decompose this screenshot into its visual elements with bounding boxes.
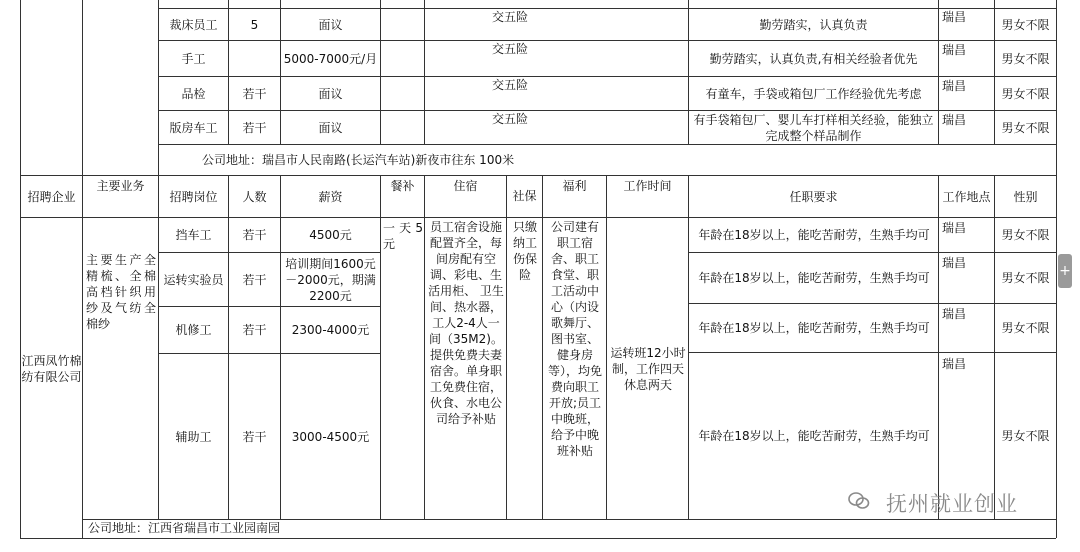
plus-icon: + [1059, 263, 1071, 279]
social-insurance: 只缴纳工伤保险 [512, 220, 537, 282]
top-row-3-location: 瑞昌 [942, 79, 967, 93]
header-social-insurance: 社保 [512, 189, 537, 203]
company-address: 公司地址：江西省瑞昌市工业园南园 [88, 521, 281, 535]
top-company-address: 公司地址：瑞昌市人民南路(长运汽车站)新夜市往东 100米 [202, 153, 515, 167]
job-3-gender: 男女不限 [1001, 321, 1050, 335]
top-row-4-count: 若干 [242, 120, 267, 135]
top-row-3-insurance: 交五险 [491, 78, 528, 92]
top-row-3-position: 品检 [181, 86, 206, 101]
job-3-count: 若干 [242, 323, 267, 337]
top-row-4-requirement: 有手袋箱包厂、婴儿车打样相关经验，能独立完成整个样品制作 [693, 112, 934, 143]
watermark-text: 抚州就业创业 [886, 492, 1018, 516]
job-4-position: 辅助工 [175, 429, 212, 444]
header-company: 招聘企业 [27, 189, 76, 204]
job-2-location: 瑞昌 [942, 256, 967, 270]
header-meal-allowance: 餐补 [390, 179, 415, 193]
lodging-details: 员工宿舍设施配置齐全，每间房配有空调、彩电、生活用柜、 卫生间、热水器，工人2-4人一间（35M2)。提供免费夫妻宿舍。单身职工免费住宿，伙食、水电公司给予补贴 [428, 220, 504, 426]
top-row-1-location: 瑞昌 [942, 10, 967, 24]
job-1-count: 若干 [242, 228, 267, 242]
wechat-icon [848, 492, 870, 510]
job-1-position: 挡车工 [175, 228, 212, 242]
job-1-gender: 男女不限 [1001, 228, 1050, 242]
top-row-3-count: 若干 [242, 86, 267, 101]
job-4-location: 瑞昌 [942, 357, 967, 371]
job-2-salary: 培训期间1600元－2000元，期满2200元 [285, 256, 376, 303]
top-row-2-position: 手工 [181, 51, 206, 66]
meal-allowance: 一天5元 [383, 221, 423, 251]
header-requirements: 任职要求 [789, 189, 838, 204]
job-2-count: 若干 [242, 272, 267, 287]
top-row-1-insurance: 交五险 [491, 10, 528, 24]
header-work-location: 工作地点 [942, 189, 991, 204]
job-1-salary: 4500元 [309, 228, 352, 242]
top-row-1-position: 裁床员工 [169, 17, 218, 32]
job-2-position: 运转实验员 [163, 272, 224, 287]
header-business: 主要业务 [96, 179, 145, 193]
top-row-2-insurance: 交五险 [491, 42, 528, 56]
header-work-hours: 工作时间 [623, 179, 672, 193]
job-2-gender: 男女不限 [1001, 271, 1050, 285]
top-row-1-salary: 面议 [318, 17, 343, 32]
top-row-2-gender: 男女不限 [1001, 51, 1050, 66]
work-hours: 运转班12小时制，工作四天休息两天 [610, 345, 686, 392]
side-expand-handle[interactable] [1058, 254, 1072, 288]
top-row-2-requirement: 勤劳踏实，认真负责,有相关经验者优先 [709, 51, 918, 66]
top-row-4-position: 版房车工 [169, 120, 218, 135]
top-row-3-requirement: 有童车，手袋或箱包厂工作经验优先考虑 [705, 86, 922, 101]
top-row-2-location: 瑞昌 [942, 43, 967, 57]
job-3-position: 机修工 [175, 323, 212, 337]
job-4-count: 若干 [242, 429, 267, 444]
top-row-4-gender: 男女不限 [1001, 120, 1050, 135]
header-welfare: 福利 [562, 179, 587, 193]
header-position: 招聘岗位 [169, 189, 218, 204]
top-row-1-gender: 男女不限 [1001, 17, 1050, 32]
welfare-details: 公司建有职工宿舍、职工食堂、职工活动中心（内设歌舞厅、图书室、健身房等），均免费向职工开放;员工中晚班，给予中晚班补贴 [547, 220, 602, 458]
top-row-3-salary: 面议 [318, 86, 343, 101]
job-4-requirement: 年龄在18岁以上，能吃苦耐劳，生熟手均可 [698, 429, 930, 443]
top-row-2-salary: 5000-7000元/月 [283, 51, 378, 66]
job-4-salary: 3000-4500元 [291, 429, 370, 444]
top-row-1-requirement: 勤劳踏实，认真负责 [759, 17, 868, 32]
header-gender: 性别 [1013, 189, 1038, 204]
top-row-4-salary: 面议 [318, 120, 343, 135]
job-3-requirement: 年龄在18岁以上，能吃苦耐劳，生熟手均可 [698, 321, 930, 335]
job-1-location: 瑞昌 [942, 221, 967, 235]
job-4-gender: 男女不限 [1001, 429, 1050, 443]
job-1-requirement: 年龄在18岁以上，能吃苦耐劳，生熟手均可 [698, 228, 930, 242]
job-3-location: 瑞昌 [942, 307, 967, 321]
job-2-requirement: 年龄在18岁以上，能吃苦耐劳，生熟手均可 [698, 271, 930, 285]
top-row-4-location: 瑞昌 [942, 113, 967, 127]
company-business: 主要生产全精梳、全棉高档针织用纱及气纺全棉纱 [86, 253, 156, 331]
top-row-1-count: 5 [250, 17, 259, 32]
job-3-salary: 2300-4000元 [291, 323, 370, 337]
company-name: 江西凤竹棉纺有限公司 [21, 353, 82, 384]
header-salary: 薪资 [318, 189, 343, 204]
top-row-4-insurance: 交五险 [491, 112, 528, 126]
header-count: 人数 [242, 189, 267, 204]
header-lodging: 住宿 [453, 179, 478, 193]
top-row-3-gender: 男女不限 [1001, 86, 1050, 101]
top-row-2-count [229, 41, 280, 76]
